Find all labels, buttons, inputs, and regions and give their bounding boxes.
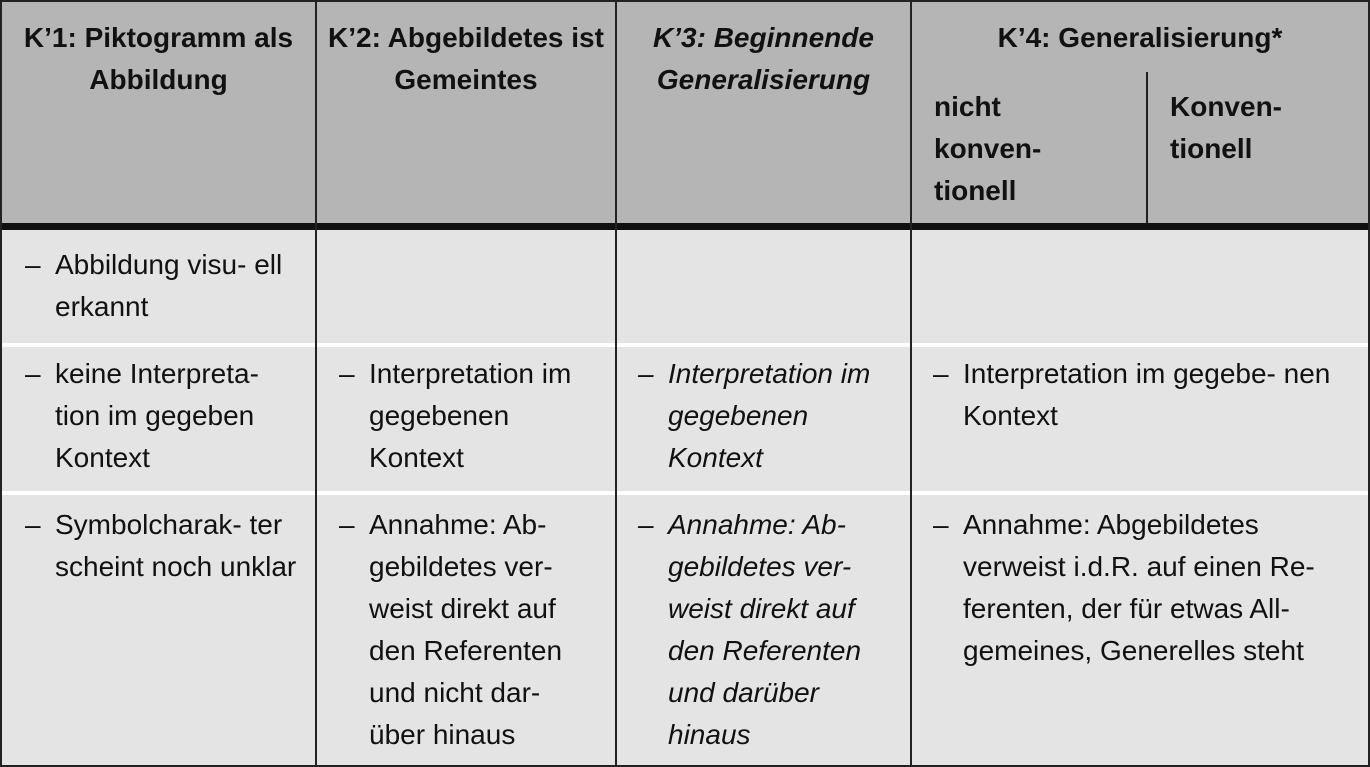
row2-k2 (369, 353, 599, 479)
row-separator (2, 343, 1368, 347)
header-k4-konventionell: Konven- tionell (1170, 91, 1282, 164)
list-item: – Abbildung visu- ell erkannt (55, 244, 305, 328)
row2-k3 (668, 353, 893, 479)
header-k3: K’3: Beginnende Generalisierung (653, 22, 874, 95)
list-item: – keine Interpreta- tion im gegeben Kontext (55, 353, 305, 479)
list-item: – Annahme: Ab- gebildetes ver- weist direkt auf den Referenten und darüber hinaus (668, 504, 893, 756)
subcolumn-line (1146, 72, 1148, 223)
list-item: – Annahme: Ab- gebildetes ver- weist direkt auf den Referenten und nicht dar- über hinaus (369, 504, 599, 756)
header-k4: K’4: Generalisierung* (997, 22, 1283, 53)
row3-k4 (963, 504, 1353, 672)
column-line (910, 2, 912, 767)
row-separator (2, 491, 1368, 495)
list-item: – Symbolcharak- ter scheint noch unklar (55, 504, 305, 588)
row3-k2 (369, 504, 599, 756)
row3-k3 (668, 504, 893, 756)
header-k2: K’2: Abgebildetes ist Gemeintes (328, 22, 604, 95)
header-divider (2, 223, 1368, 230)
header-k1: K’1: Piktogramm als Abbildung (23, 22, 294, 95)
list-item: – Interpretation im gegebenen Kontext (668, 353, 893, 479)
list-item: – Interpretation im gegebenen Kontext (369, 353, 599, 479)
header-k4-nicht-konventionell: nicht konven- tionell (934, 91, 1042, 206)
column-line (615, 2, 617, 767)
row1-k1 (55, 244, 305, 328)
column-line (315, 2, 317, 767)
row2-k1 (55, 353, 305, 479)
list-item: – Annahme: Abgebildetes verweist i.d.R. auf einen Re- ferenten, der für etwas All- gemeines, Generelles steht (963, 504, 1353, 672)
row3-k1 (55, 504, 305, 588)
list-item: – Interpretation im gegebe- nen Kontext (963, 353, 1353, 437)
row2-k4 (963, 353, 1353, 437)
